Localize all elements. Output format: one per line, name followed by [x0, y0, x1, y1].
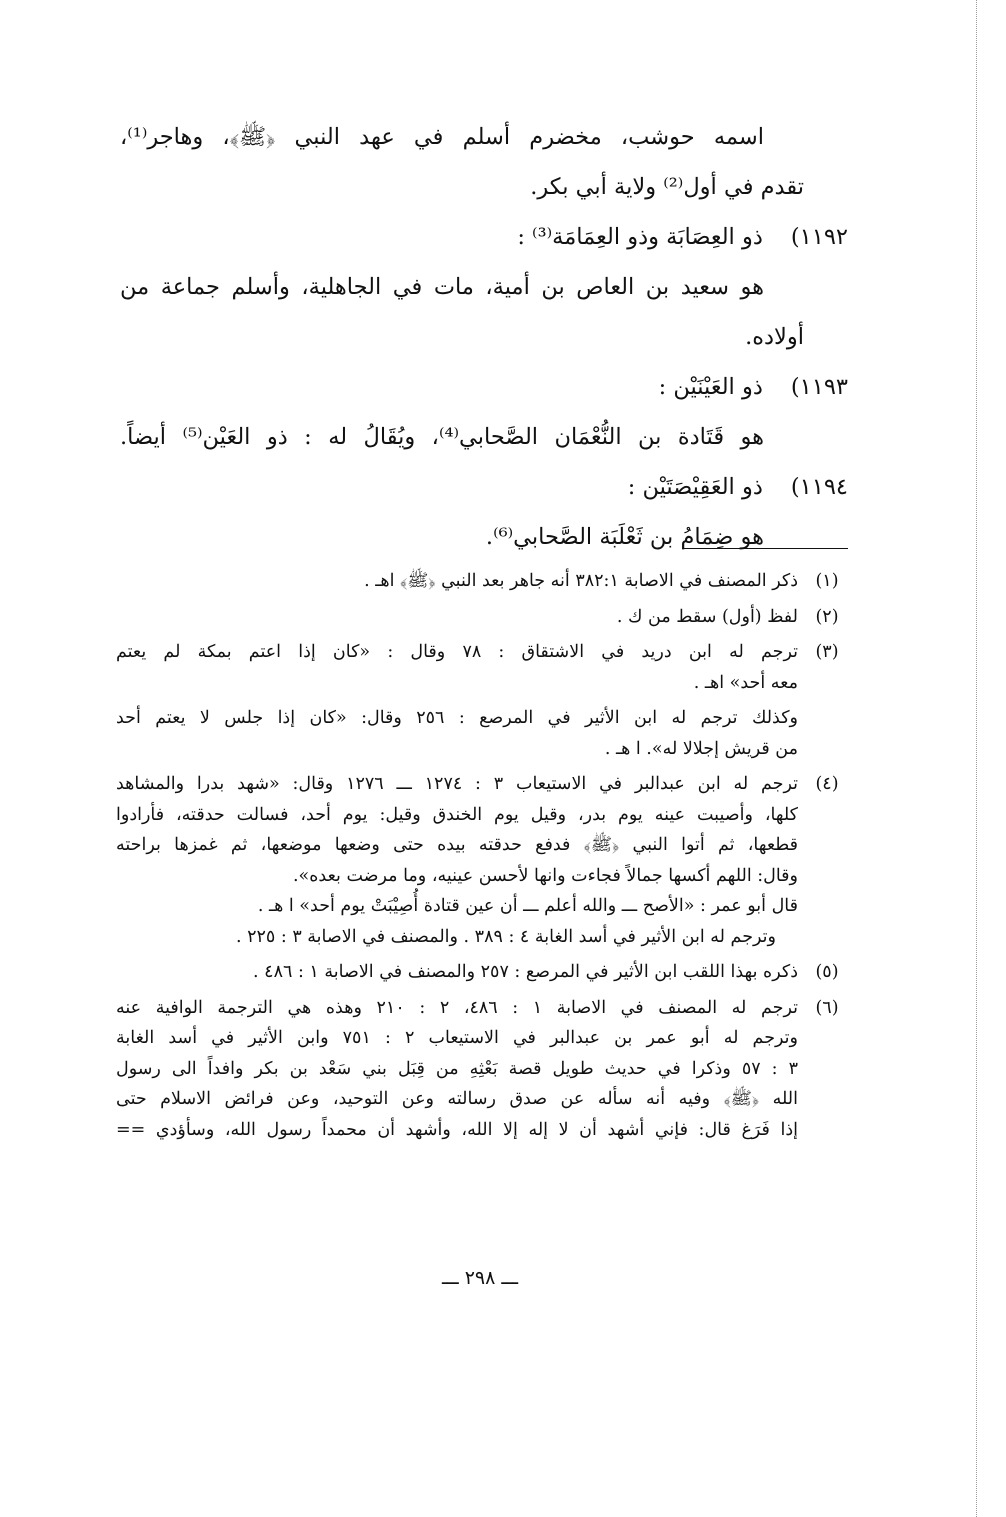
footnote-line: ترجم له ابن دريد في الاشتقاق : ٧٨ وقال : «كان إذا اعتم بمكة لم يعتم	[116, 642, 798, 662]
intro-line-1: اسمه حوشب، مخضرم أسلم في عهد النبي ﴿ﷺ﴾، وهاجر⁽¹⁾،	[120, 124, 764, 150]
entry-heading-1193	[120, 362, 848, 412]
entry-text-line: أولاده.	[745, 324, 804, 350]
footnote-number: (٤)	[815, 774, 839, 794]
footnote-line: وترجم له ابن الأثير في أسد الغابة ٤ : ٣٨٩ . والمصنف في الاصابة ٣ : ٢٢٥ .	[235, 926, 776, 947]
footnote-separator	[682, 548, 848, 549]
footnote-number: (٥)	[815, 962, 839, 982]
footnote-line: كلها، وأصيبت عينه يوم بدر، وقيل يوم الخندق وقيل: يوم أحد، فسالت حدقته، فأرادوا	[116, 804, 798, 825]
footnote-line: وكذلك ترجم له ابن الأثير في المرصع : ٢٥٦ وقال: «كان إذا جلس لا يعتم أحد	[116, 708, 798, 728]
entry-number: ١١٩٢)	[790, 224, 848, 250]
footnote-line: لفظ (أول) سقط من ك .	[616, 606, 798, 627]
footnote-line: قطعها، ثم أتوا النبي ﴿ﷺ﴾ فدفع حدقته بيده حتى وضعها موضعها، ثم غمزها براحته	[116, 835, 798, 855]
footnote-5	[116, 957, 848, 988]
footnote-3	[116, 637, 848, 698]
footnote-number: (٢)	[815, 606, 839, 627]
footnote-1	[116, 566, 848, 597]
footnote-line: الله ﴿ﷺ﴾ وفيه أنه سأله عن صدق رسالته وعن التوحيد، وعن فرائض الاسلام حتى	[116, 1089, 798, 1109]
entry-heading-1194	[120, 462, 848, 512]
footnote-line: ترجم له المصنف في الاصابة ١ : ٤٨٦، ٢ : ٢١٠ وهذه هي الترجمة الوافية عنه	[116, 997, 798, 1018]
entry-number: ١١٩٤)	[790, 474, 848, 500]
footnote-line: معه أحد» اهـ .	[693, 672, 798, 693]
entry-text-line: هو ضِمَامُ بن ثَعْلَبَة الصَّحابي⁽⁶⁾.	[485, 524, 764, 550]
entry-title: ذو العِصَابَة وذو العِمَامَة⁽³⁾ :	[517, 224, 763, 250]
entry-text-line: هو سعيد بن العاص بن أمية، مات في الجاهلية، وأسلم جماعة من	[120, 274, 764, 300]
footnote-line: إذا فَرَغ قال: فإني أشهد أن لا إله إلا الله، وأشهد أن محمداً رسول الله، وسأؤدي ==	[116, 1119, 798, 1140]
page-number: ـــ ٢٩٨ ـــ	[441, 1267, 519, 1289]
footnote-line: من قريش إجلالا له». ا هـ .	[604, 738, 798, 759]
footnotes	[116, 566, 848, 1145]
main-text	[120, 112, 848, 562]
footnote-line: وترجم له أبو عمر بن عبدالبر في الاستيعاب ٢ : ٧٥١ وابن الأثير في أسد الغابة	[116, 1028, 798, 1048]
entry-number: ١١٩٣)	[790, 374, 848, 400]
footnote-line: ذكره بهذا اللقب ابن الأثير في المرصع : ٢٥٧ والمصنف في الاصابة ١ : ٤٨٦ .	[253, 962, 798, 982]
footnote-line: ذكر المصنف في الاصابة ٣٨٢:١ أنه جاهر بعد النبي ﴿ﷺ﴾ اهـ .	[364, 571, 798, 591]
footnote-line: ترجم له ابن عبدالبر في الاستيعاب ٣ : ١٢٧٤ ـــ ١٢٧٦ وقال: «شهد بدرا والمشاهد	[116, 774, 799, 794]
footnote-number: (٣)	[815, 642, 839, 662]
entry-title: ذو العَقِيْصَتَيْن :	[627, 474, 763, 500]
footnote-6	[116, 993, 848, 1146]
intro-line-2: تقدم في أول⁽²⁾ ولاية أبي بكر.	[530, 174, 804, 200]
scan-edge-line	[976, 0, 979, 1517]
footnote-line: ٣ : ٥٧ وذكرا في حديث طويل قصة بَعْثِهِ من قِبَل بني سَعْد بن بكر وافداً الى رسول	[116, 1058, 798, 1079]
footnote-line: وقال: اللهم أكسها جمالاً فجاءت وانها لأحسن عينيه، وما مرضت بعده».	[292, 865, 798, 886]
footnote-2	[116, 602, 848, 633]
footnote-number: (٦)	[815, 997, 839, 1018]
footnote-line: قال أبو عمر : «الأصح ـــ والله أعلم ـــ أن عين قتادة أُصِيْبَتْ يوم أحد» ا هـ .	[257, 896, 798, 916]
entry-heading-1192	[120, 212, 848, 262]
footnote-3-continuation	[116, 703, 848, 764]
footnote-4-continuation	[116, 922, 848, 953]
footnote-number: (١)	[815, 571, 839, 591]
entry-text-line: هو قَتَادة بن النُّعْمَان الصَّحابي⁽⁴⁾، ويُقَالُ له : ذو العَيْن⁽⁵⁾ أيضاً.	[120, 424, 765, 450]
footnote-4	[116, 769, 848, 922]
entry-title: ذو العَيْنَيْن :	[658, 374, 763, 400]
